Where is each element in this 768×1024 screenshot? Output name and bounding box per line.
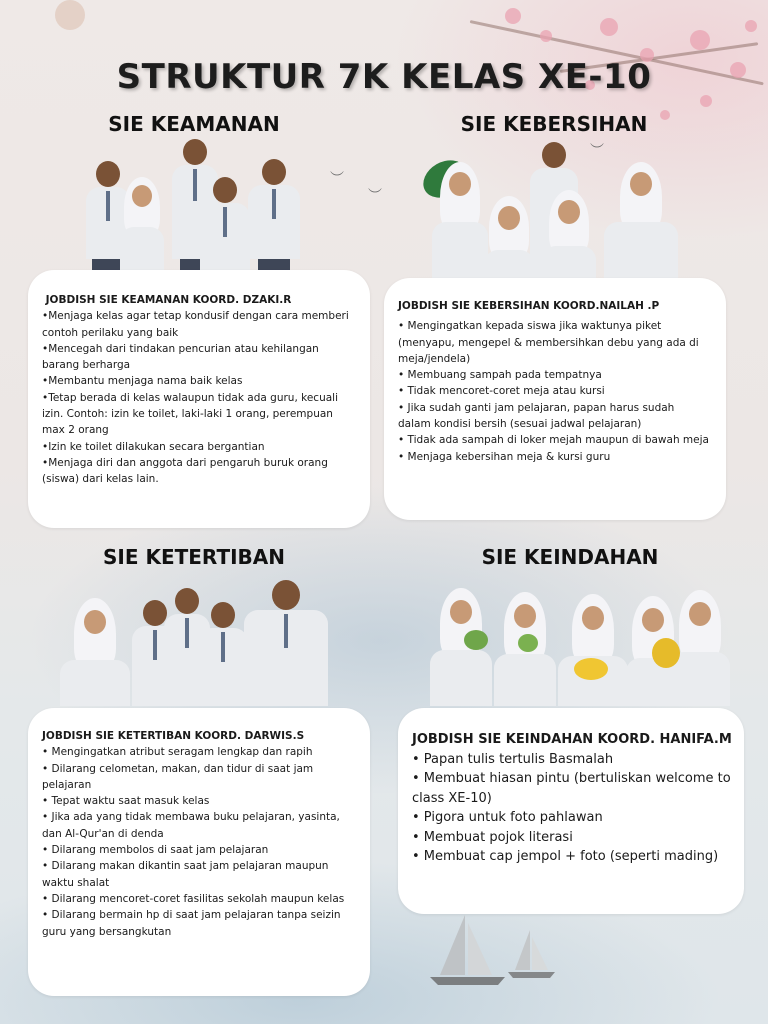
list-item: •Menjaga kelas agar tetap kondusif dengan cara memberi contoh perilaku yang baik	[42, 310, 349, 339]
list-item: • Tepat waktu saat masuk kelas	[42, 795, 210, 808]
flower-icon	[652, 638, 680, 668]
card-ketertiban	[28, 708, 370, 996]
card-keamanan	[28, 270, 370, 528]
list-item: • Dilarang bermain hp di saat jam pelajaran tanpa seizin guru yang bersangkutan	[42, 909, 341, 938]
bird-icon: ︶	[590, 143, 604, 159]
bird-icon: ︶	[330, 171, 344, 187]
list-item: • Dilarang makan dikantin saat jam pelajaran maupun waktu shalat	[42, 860, 329, 889]
section-title-keamanan: SIE KEAMANAN	[108, 112, 280, 136]
list-item: •Tetap berada di kelas walaupun tidak ada guru, kecuali izin. Contoh: izin ke toilet, laki-laki 1 orang, perempuan max 2 orang	[42, 391, 338, 437]
sailboat-icon	[420, 905, 570, 995]
list-item: •Mencegah dari tindakan pencurian atau kehilangan barang berharga	[42, 342, 319, 372]
list-item: •Membantu menjaga nama baik kelas	[42, 375, 243, 388]
list-item: • Tidak mencoret-coret meja atau kursi	[398, 385, 605, 398]
card-heading: JOBDISH SIE KEBERSIHAN KOORD.NAILAH .P	[398, 300, 660, 312]
page-title: STRUKTUR 7K KELAS XE-10	[116, 56, 652, 97]
section-title-kebersihan: SIE KEBERSIHAN	[460, 112, 648, 136]
plant-icon	[518, 634, 538, 652]
list-item: • Jika ada yang tidak membawa buku pelajaran, yasinta, dan Al-Qur'an di denda	[42, 811, 340, 840]
group-photo-keindahan	[430, 582, 730, 706]
list-item: • Membuang sampah pada tempatnya	[398, 369, 602, 382]
list-item: • Mengingatkan kepada siswa jika waktunya piket (menyapu, mengepel & membersihkan debu yang ada di meja/jendela)	[398, 320, 699, 365]
card-heading: JOBDISH SIE KETERTIBAN KOORD. DARWIS.S	[42, 730, 305, 742]
card-keindahan	[398, 708, 744, 914]
group-photo-keamanan	[80, 138, 320, 273]
list-item: • Membuat cap jempol + foto (seperti mading)	[412, 849, 719, 864]
list-item: • Membuat pojok literasi	[412, 829, 573, 845]
section-title-ketertiban: SIE KETERTIBAN	[103, 545, 285, 569]
list-item: •Menjaga diri dan anggota dari pengaruh buruk orang (siswa) dari kelas lain.	[42, 456, 328, 486]
plant-icon	[464, 630, 488, 650]
list-item: • Dilarang membolos di saat jam pelajaran	[42, 844, 269, 857]
list-item: • Membuat hiasan pintu (bertuliskan welcome to class XE-10)	[412, 771, 731, 806]
list-item: • Dilarang mencoret-coret fasilitas sekolah maupun kelas	[42, 892, 345, 905]
group-photo-kebersihan	[412, 140, 692, 280]
group-photo-ketertiban	[60, 578, 330, 706]
list-item: • Papan tulis tertulis Basmalah	[412, 751, 614, 767]
list-item: • Mengingatkan atribut seragam lengkap dan rapih	[42, 746, 313, 759]
list-item: • Menjaga kebersihan meja & kursi guru	[398, 450, 611, 463]
list-item: •Izin ke toilet dilakukan secara bergantian	[42, 440, 265, 453]
list-item: • Dilarang celometan, makan, dan tidur di saat jam pelajaran	[42, 762, 314, 791]
card-heading: JOBDISH SIE KEAMANAN KOORD. DZAKI.R	[42, 294, 292, 306]
card-kebersihan	[384, 278, 726, 520]
list-item: • Pigora untuk foto pahlawan	[412, 810, 603, 825]
section-title-keindahan: SIE KEINDAHAN	[481, 545, 659, 569]
bird-icon: ︶	[368, 188, 382, 204]
list-item: • Tidak ada sampah di loker mejah maupun di bawah meja	[398, 434, 709, 447]
list-item: • Jika sudah ganti jam pelajaran, papan harus sudah dalam kondisi bersih (sesuai jadwal pelajaran)	[398, 401, 675, 431]
card-heading: JOBDISH SIE KEINDAHAN KOORD. HANIFA.M	[412, 732, 732, 747]
flower-icon	[574, 658, 608, 680]
